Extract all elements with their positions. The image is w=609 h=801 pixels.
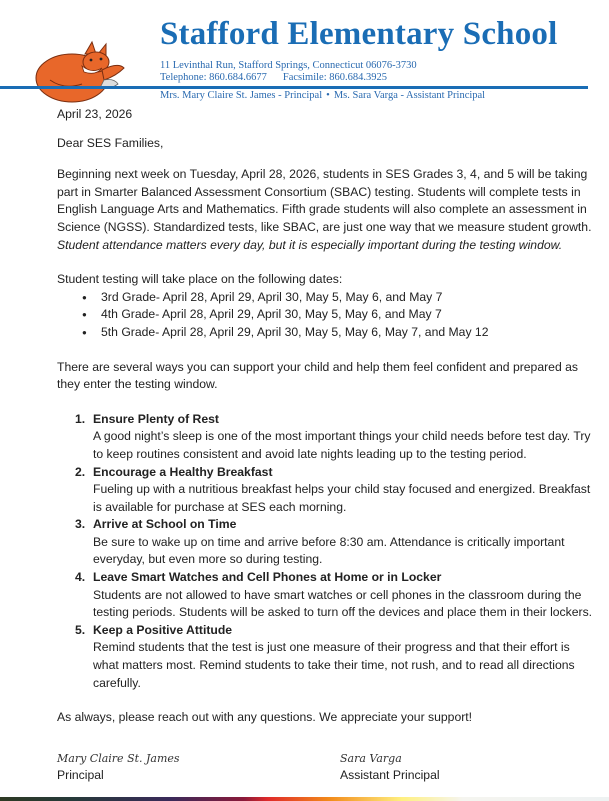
tip-body: Be sure to wake up on time and arrive before 8:30 am. Attendance is critically important everyday, but even more so during testing. bbox=[93, 534, 565, 567]
scan-edge-artifact bbox=[0, 797, 609, 801]
tip-number: 4. bbox=[75, 570, 86, 585]
tip-body: Remind students that the test is just one measure of their progress and that their effort is what matters most. Remind students to take their time, not rush, and to read all directions carefully. bbox=[93, 640, 575, 690]
fox-mascot-icon bbox=[30, 40, 135, 106]
header-divider bbox=[0, 86, 588, 89]
principal-credit: Mrs. Mary Claire St. James - Principal bbox=[160, 90, 323, 101]
closing-line: As always, please reach out with any questions. We appreciate your support! bbox=[57, 710, 473, 725]
signature-role: Assistant Principal bbox=[340, 767, 440, 782]
telephone: Telephone: 860.684.6677 bbox=[160, 72, 267, 83]
letter-body bbox=[57, 106, 597, 791]
attendance-emphasis: Student attendance matters every day, but it is especially important during the testing window. bbox=[57, 237, 563, 252]
letterhead bbox=[0, 0, 609, 105]
tip-item bbox=[57, 569, 597, 622]
signature-role: Principal bbox=[57, 767, 104, 782]
intro-paragraph bbox=[57, 166, 597, 254]
tip-item bbox=[57, 622, 597, 692]
tips-list bbox=[57, 411, 597, 693]
tip-body: Students are not allowed to have smart watches or cell phones in the classroom during the testing periods. Students will be asked to turn off the devices and place them in their lockers. bbox=[93, 587, 593, 620]
tip-item bbox=[57, 464, 597, 517]
signature-block bbox=[57, 751, 597, 791]
assistant-principal-signature bbox=[340, 751, 440, 785]
school-contact bbox=[160, 60, 417, 84]
greeting: Dear SES Families, bbox=[57, 135, 164, 150]
list-item: ● 3rd Grade- April 28, April 29, April 30, May 5, May 6, and May 7 bbox=[82, 289, 597, 307]
bullet-separator: • bbox=[326, 90, 330, 101]
tip-number: 3. bbox=[75, 517, 86, 532]
school-address: 11 Levinthal Run, Stafford Springs, Connecticut 06076-3730 bbox=[160, 60, 417, 71]
letter-date: April 23, 2026 bbox=[57, 107, 133, 121]
intro-text: Beginning next week on Tuesday, April 28, 2026, students in SES Grades 3, 4, and 5 will be taking part in Smarter Balanced Assessment Consortium (SBAC) testing. Students will complete tests in English Language Arts and Mathematics. Fifth grade students will also complete an assessment in Science (NGSS). Standardized tests, like SBAC, are just one way that we measure student growth. bbox=[57, 167, 592, 234]
assistant-principal-credit: Ms. Sara Varga - Assistant Principal bbox=[333, 90, 486, 101]
signature-name: Mary Claire St. James bbox=[57, 751, 180, 765]
list-item: ● 5th Grade- April 28, April 29, April 30, May 5, May 6, May 7, and May 12 bbox=[82, 324, 597, 342]
testing-dates-list bbox=[57, 289, 597, 342]
principal-signature bbox=[57, 751, 180, 785]
tip-title: Encourage a Healthy Breakfast bbox=[93, 464, 273, 479]
testing-dates-lead: Student testing will take place on the following dates: bbox=[57, 272, 343, 287]
tip-body: A good night’s sleep is one of the most important things your child needs before test day. Try to keep routines consistent and avoid late nights leading up to the testing period. bbox=[93, 429, 591, 461]
tip-item bbox=[57, 411, 597, 464]
tip-title: Leave Smart Watches and Cell Phones at Home or in Locker bbox=[93, 570, 442, 585]
signature-name: Sara Varga bbox=[340, 751, 402, 765]
list-item: ● 4th Grade- April 28, April 29, April 30, May 5, May 6, and May 7 bbox=[82, 306, 597, 324]
tip-item bbox=[57, 516, 597, 569]
tip-number: 1. bbox=[75, 411, 86, 426]
facsimile: Facsimile: 860.684.3925 bbox=[282, 72, 387, 83]
tip-number: 5. bbox=[75, 622, 86, 637]
tip-number: 2. bbox=[75, 464, 86, 479]
tip-title: Arrive at School on Time bbox=[93, 517, 237, 532]
support-lead: There are several ways you can support your child and help them feel confident and prepared as they enter the testing window. bbox=[57, 359, 578, 392]
tip-title: Keep a Positive Attitude bbox=[93, 622, 233, 637]
school-name: Stafford Elementary School bbox=[160, 16, 558, 52]
tip-title: Ensure Plenty of Rest bbox=[93, 411, 219, 426]
staff-line bbox=[160, 90, 485, 101]
tip-body: Fueling up with a nutritious breakfast helps your child stay focused and energized. Breakfast is available for purchase at SES each morning. bbox=[93, 482, 591, 514]
